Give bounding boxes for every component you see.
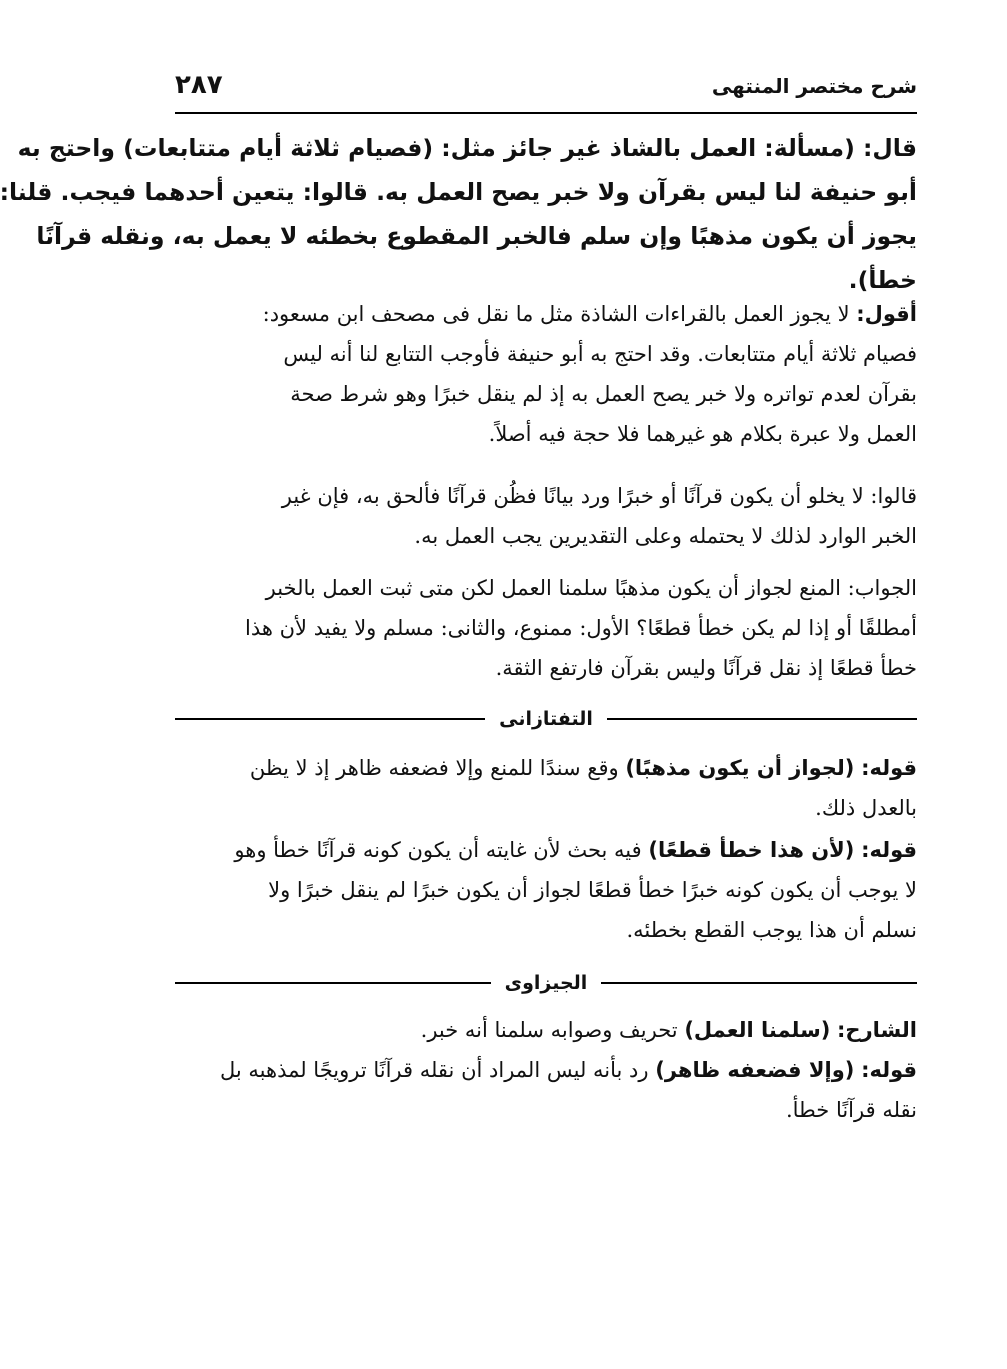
gloss-paragraph	[175, 748, 917, 828]
paragraph-line: بقرآن لعدم تواتره ولا خبر يصح العمل به إذ لم ينقل خبرًا وهو شرط صحة	[290, 382, 917, 406]
paragraph-line: خطأ قطعًا إذ نقل قرآنًا وليس بقرآن فارتفع الثقة.	[495, 656, 917, 680]
divider-rule	[607, 718, 917, 720]
quoted-phrase: (وإلا فضعفه ظاهر)	[655, 1058, 855, 1082]
paragraph-line: الجواب: المنع لجواز أن يكون مذهبًا سلمنا العمل لكن متى ثبت العمل بالخبر	[265, 576, 917, 600]
gloss-paragraph	[175, 1010, 917, 1050]
paragraph-lead: قوله:	[861, 756, 917, 780]
gloss-paragraph	[175, 1050, 917, 1130]
sharh-paragraph-qalu	[175, 476, 917, 556]
paragraph-line: تحريف وصوابه سلمنا أنه خبر.	[420, 1018, 678, 1042]
sharh-paragraph-jawab	[175, 568, 917, 688]
section-title: التفتازانى	[499, 708, 593, 730]
matn-line: يجوز أن يكون مذهبًا وإن سلم فالخبر المقطوع بخطئه لا يعمل به، ونقله قرآنًا	[36, 222, 917, 250]
paragraph-line: لا يوجب أن يكون كونه خبرًا خطأ قطعًا لجواز أن يكون خبرًا لم ينقل خبرًا ولا	[268, 878, 917, 902]
matn-line: قال: (مسألة: العمل بالشاذ غير جائز مثل: (فصيام ثلاثة أيام متتابعات) واحتج به	[17, 134, 917, 162]
paragraph-lead: الشارح:	[837, 1018, 917, 1042]
paragraph-line: فصيام ثلاثة أيام متتابعات. وقد احتج به أبو حنيفة فأوجب التتابع لنا أنه ليس	[283, 342, 917, 366]
section-divider-taftazani	[175, 704, 917, 734]
quoted-phrase: (لجواز أن يكون مذهبًا)	[625, 756, 855, 780]
paragraph-line: نقله قرآنًا خطأ.	[785, 1098, 917, 1122]
matn-text	[0, 126, 917, 302]
section-divider-jizawi	[175, 968, 917, 998]
paragraph-line: الخبر الوارد لذلك لا يحتمله وعلى التقديرين يجب العمل به.	[414, 524, 917, 548]
divider-rule	[175, 718, 485, 720]
section-title: الجيزاوى	[504, 972, 588, 994]
matn-line: أبو حنيفة لنا ليس بقرآن ولا خبر يصح العمل به. قالوا: يتعين أحدهما فيجب. قلنا:	[0, 178, 917, 206]
paragraph-line: العمل ولا عبرة بكلام هو غيرهما فلا حجة فيه أصلاً.	[488, 422, 917, 446]
paragraph-line: وقع سندًا للمنع وإلا فضعفه ظاهر إذ لا يظن	[249, 756, 619, 780]
page-number: ٢٨٧	[175, 70, 223, 100]
running-title: شرح مختصر المنتهى	[711, 74, 917, 98]
quoted-phrase: (سلمنا العمل)	[684, 1018, 831, 1042]
divider-rule	[175, 982, 491, 984]
paragraph-lead: أقول:	[856, 302, 917, 326]
paragraph-line: بالعدل ذلك.	[815, 796, 917, 820]
paragraph-line: رد بأنه ليس المراد أن نقله قرآنًا ترويجًا لمذهبه بل	[219, 1058, 649, 1082]
quoted-phrase: (لأن هذا خطأ قطعًا)	[648, 838, 855, 862]
matn-line: خطأ).	[848, 266, 917, 294]
paragraph-line: فيه بحث لأن غايته أن يكون كونه قرآنًا خطأ وهو	[234, 838, 642, 862]
paragraph-line: نسلم أن هذا يوجب القطع بخطئه.	[626, 918, 917, 942]
paragraph-lead: قوله:	[861, 838, 917, 862]
paragraph-lead: قوله:	[861, 1058, 917, 1082]
paragraph-line: قالوا: لا يخلو أن يكون قرآنًا أو خبرًا ورد بيانًا فظُن قرآنًا فألحق به، فإن غير	[281, 484, 917, 508]
divider-rule	[601, 982, 917, 984]
sharh-paragraph-aqul	[175, 294, 917, 454]
paragraph-line: أمطلقًا أو إذا لم يكن خطأ قطعًا؟ الأول: ممنوع، والثانى: مسلم ولا يفيد لأن هذا	[245, 616, 917, 640]
paragraph-line: لا يجوز العمل بالقراءات الشاذة مثل ما نقل فى مصحف ابن مسعود:	[262, 302, 850, 326]
gloss-paragraph	[175, 830, 917, 950]
page-header	[175, 70, 917, 114]
